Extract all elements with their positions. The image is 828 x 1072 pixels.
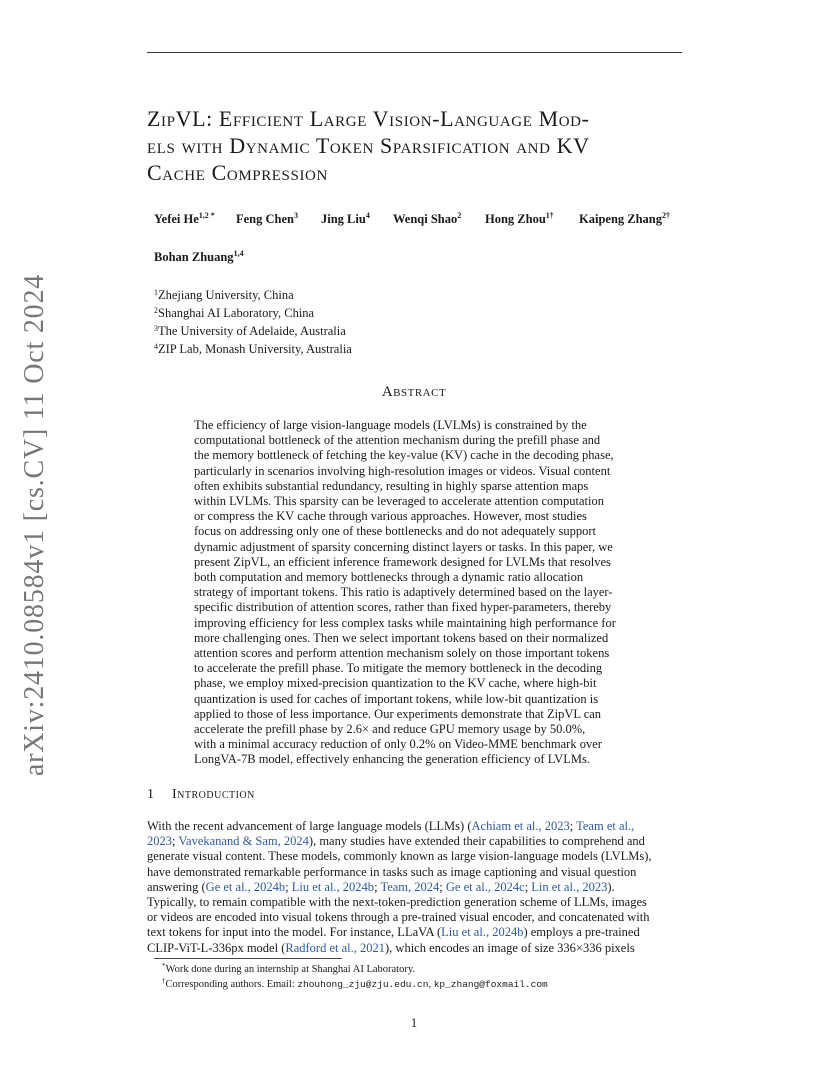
affiliation: $^4$ZIP Lab, Monash University, Australia (154, 342, 352, 356)
intro-line: 2023; Vavekanand & Sam, 2024), many studies have extended their capabilities to comprehend and (147, 834, 645, 849)
affiliations (154, 285, 352, 357)
abstract-line: present ZipVL, an efficient inference framework designed for LVLMs that resolves (194, 554, 611, 569)
footnote-corresponding: †Corresponding authors. Email: zhouhong_zju@zju.edu.cn, kp_zhang@foxmail.com (162, 977, 548, 990)
affiliation: $^2$Shanghai AI Laboratory, China (154, 306, 315, 320)
title-line-2: els with Dynamic Token Sparsification and KV (147, 133, 590, 158)
intro-line: or videos are encoded into visual tokens through a pre-trained visual encoder, and concatenated with (147, 910, 650, 925)
introduction-body (147, 819, 687, 956)
citation-link[interactable]: Team et al., (576, 819, 635, 833)
intro-line: CLIP-ViT-L-336px model (Radford et al., 2021), which encodes an image of size 336×336 pixels (147, 940, 635, 955)
citation-link[interactable]: Liu et al., 2024b (441, 925, 524, 940)
abstract-line: quantization is used for caches of important tokens, while low-bit quantization is (194, 691, 599, 706)
intro-line: generate visual content. These models, commonly known as large vision-language models (LVLMs), (147, 849, 652, 864)
abstract-line: focus on addressing only one of these bottlenecks and do not adequately support (194, 524, 596, 539)
citation-link[interactable]: Ge et al., 2024c (445, 879, 525, 894)
abstract-line: specific distribution of attention scores, rather than fixed hyper-parameters, thereby (194, 600, 612, 615)
citation-link[interactable]: Team, 2024 (380, 879, 440, 894)
abstract-line: The efficiency of large vision-language models (LVLMs) is constrained by the (194, 418, 587, 432)
author: Hong Zhou$^{1\dagger}$ (485, 211, 554, 226)
abstract-line: accelerate the prefill phase by 2.6× and reduce GPU memory usage by 50.0%, (194, 722, 586, 737)
footnote-rule (154, 958, 342, 959)
section-number: 1 (147, 787, 155, 802)
abstract-line: computational bottleneck of the attention mechanism during the prefill phase and (194, 433, 601, 448)
affiliation: $^3$The University of Adelaide, Australia (154, 324, 346, 338)
email-link[interactable]: zhouhong_zju@zju.edu.cn (297, 979, 429, 990)
arxiv-stamp: arXiv:2410.08584v1 [cs.CV] 11 Oct 2024 (19, 273, 50, 777)
abstract-line: applied to those of less importance. Our experiments demonstrate that ZipVL can (194, 706, 602, 721)
intro-line: answering (Ge et al., 2024b; Liu et al., 2024b; Team, 2024; Ge et al., 2024c; Lin et al., 2023). (147, 879, 615, 894)
citation-link[interactable]: 2023 (147, 834, 172, 849)
title-line-3: Cache Compression (147, 160, 328, 185)
author: Kaipeng Zhang$^{2\dagger}$ (579, 211, 671, 226)
citation-link[interactable]: Lin et al., 2023 (531, 879, 608, 894)
citation-link[interactable]: Vavekanand & Sam, 2024 (178, 834, 309, 849)
abstract-line: strategy of important tokens. This ratio is adaptively determined based on the layer- (194, 585, 613, 600)
abstract-line: the memory bottleneck of fetching the key-value (KV) cache in the decoding phase, (194, 448, 614, 463)
author: Bohan Zhuang$^{1,4}$ (154, 249, 244, 264)
author: Wenqi Shao$^2$ (393, 211, 462, 226)
abstract-line: within LVLMs. This sparsity can be leveraged to accelerate attention computation (194, 494, 604, 509)
abstract-line: LongVA-7B model, effectively enhancing the generation efficiency of LVLMs. (194, 752, 590, 767)
abstract-line: with a minimal accuracy reduction of only 0.2% on Video-MME benchmark over (194, 737, 602, 752)
abstract-line: improving efficiency for less complex tasks while maintaining high performance for (194, 615, 616, 630)
abstract-heading: Abstract (381, 384, 447, 400)
intro-line: have demonstrated remarkable performance in tasks such as image captioning and visual question (147, 864, 637, 879)
author: Jing Liu$^4$ (321, 211, 370, 226)
affiliation: $^1$Zhejiang University, China (154, 288, 294, 302)
section-heading-introduction (147, 787, 255, 803)
email-link[interactable]: kp_zhang@foxmail.com (433, 979, 548, 990)
abstract-line: phase, we employ mixed-precision quantization to the KV cache, where high-bit (194, 676, 597, 691)
abstract-line: attention scores and perform attention mechanism solely on those important tokens (194, 646, 610, 661)
paper-title (147, 105, 687, 186)
abstract-line: more challenging ones. Then we select important tokens based on their normalized (194, 630, 609, 645)
page-number: 1 (410, 1016, 418, 1030)
section-title: Introduction (172, 787, 255, 802)
abstract-body (194, 418, 640, 768)
abstract-line: often exhibits substantial redundancy, resulting in highly sparse attention maps (194, 478, 589, 493)
author: Feng Chen$^3$ (236, 211, 298, 226)
citation-link[interactable]: Ge et al., 2024b (205, 879, 286, 894)
abstract-line: to accelerate the prefill phase. To mitigate the memory bottleneck in the decoding (194, 661, 603, 676)
title-line-1: ZipVL: Efficient Large Vision-Language Mod- (147, 106, 590, 131)
footnote-internship: *Work done during an internship at Shanghai AI Laboratory. (162, 962, 416, 975)
citation-link[interactable]: Radford et al., 2021 (285, 940, 385, 955)
abstract-line: dynamic adjustment of sparsity concerning distinct layers or tasks. In this paper, we (194, 539, 613, 554)
intro-line: With the recent advancement of large language models (LLMs) (Achiam et al., 2023; Team et al., (147, 819, 635, 833)
top-rule (147, 52, 682, 53)
citation-link[interactable]: Liu et al., 2024b (291, 879, 375, 894)
intro-line: Typically, to remain compatible with the next-token-prediction generation scheme of LLMs, images (147, 895, 647, 910)
author: Yefei $He^{1,2 *}$ (154, 211, 215, 226)
abstract-line: particularly in scenarios involving high-resolution images or videos. Visual content (194, 463, 611, 478)
intro-line: text tokens for input into the model. For instance, LLaVA (Liu et al., 2024b) employs a pre-trained (147, 925, 640, 940)
citation-link[interactable]: Achiam et al., 2023 (471, 819, 570, 833)
abstract-line: or compress the KV cache through various approaches. However, most studies (194, 509, 587, 524)
abstract-line: both computation and memory bottlenecks through a dynamic ratio allocation (194, 570, 584, 585)
